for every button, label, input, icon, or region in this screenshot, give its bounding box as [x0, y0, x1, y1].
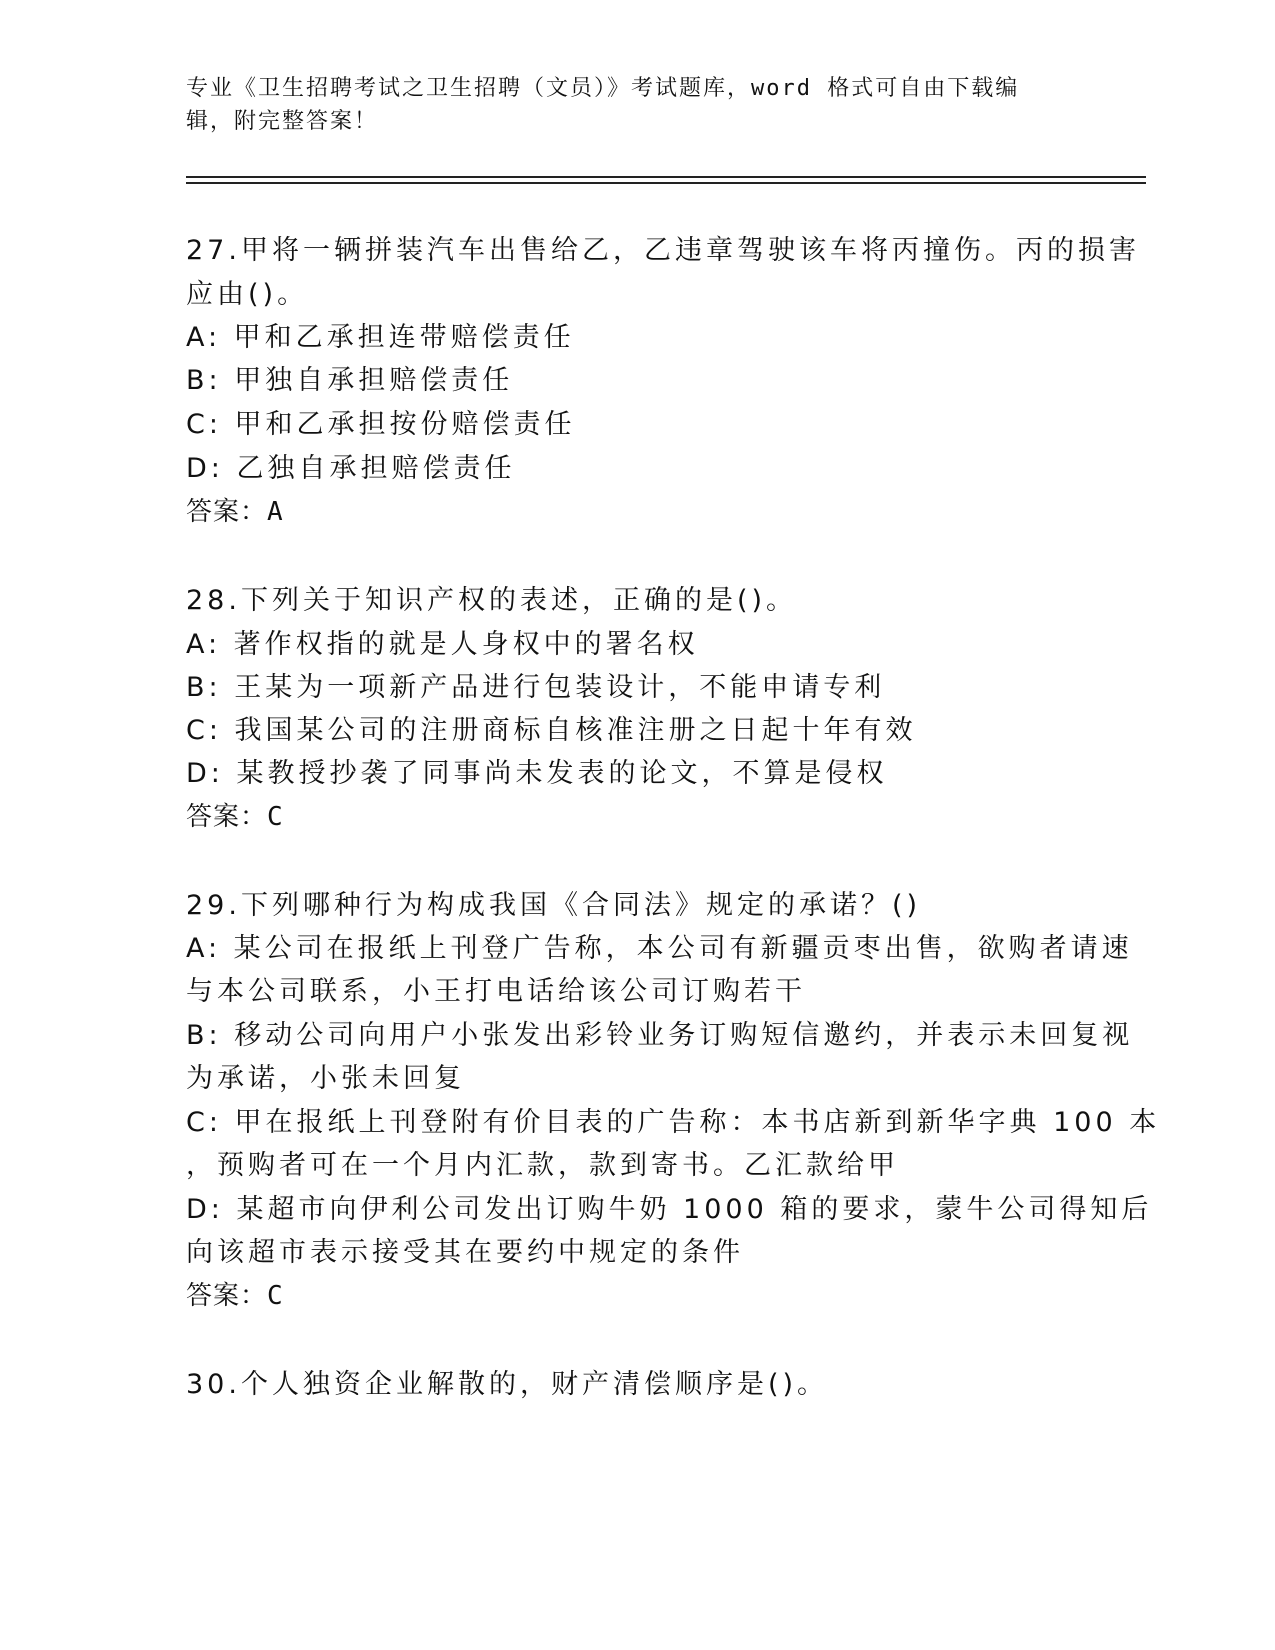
header-divider-bottom	[186, 182, 1146, 184]
question-29-option-c-line-1: C: 甲在报纸上刊登附有价目表的广告称：本书店新到新华字典 100 本	[186, 1107, 1161, 1138]
question-29-option-a-line-1: A: 某公司在报纸上刊登广告称，本公司有新疆贡枣出售，欲购者请速	[186, 933, 1133, 964]
question-27-stem-line-2: 应由()。	[186, 279, 309, 310]
question-29-option-d-line-2: 向该超市表示接受其在要约中规定的条件	[186, 1237, 744, 1268]
question-28-option-a: A: 著作权指的就是人身权中的署名权	[186, 629, 699, 660]
question-27-option-a: A: 甲和乙承担连带赔偿责任	[186, 322, 575, 353]
question-29-option-d-line-1: D: 某超市向伊利公司发出订购牛奶 1000 箱的要求，蒙牛公司得知后	[186, 1194, 1153, 1225]
question-29-option-b-line-2: 为承诺，小张未回复	[186, 1063, 465, 1094]
header-divider-top	[186, 176, 1146, 178]
question-28-option-d: D: 某教授抄袭了同事尚未发表的论文，不算是侵权	[186, 758, 888, 789]
question-29-option-b-line-1: B: 移动公司向用户小张发出彩铃业务订购短信邀约，并表示未回复视	[186, 1020, 1134, 1051]
question-27-stem-line-1: 27.甲将一辆拼装汽车出售给乙，乙违章驾驶该车将丙撞伤。丙的损害	[186, 235, 1140, 266]
question-27-option-c: C: 甲和乙承担按份赔偿责任	[186, 409, 576, 440]
question-27-answer: 答案：A	[186, 497, 284, 527]
question-28-stem: 28.下列关于知识产权的表述，正确的是()。	[186, 585, 798, 616]
question-29-option-c-line-2: ，预购者可在一个月内汇款，款到寄书。乙汇款给甲	[186, 1150, 899, 1181]
question-27-option-b: B: 甲独自承担赔偿责任	[186, 365, 514, 396]
question-27-option-d: D: 乙独自承担赔偿责任	[186, 453, 516, 484]
question-28-option-c: C: 我国某公司的注册商标自核准注册之日起十年有效	[186, 715, 917, 746]
question-30-stem: 30.个人独资企业解散的，财产清偿顺序是()。	[186, 1369, 829, 1400]
document-header: 专业《卫生招聘考试之卫生招聘（文员）》考试题库，word 格式可自由下载编辑，附完整答案！	[186, 76, 1020, 134]
question-29-option-a-line-2: 与本公司联系，小王打电话给该公司订购若干	[186, 976, 806, 1007]
question-29-answer: 答案：C	[186, 1281, 284, 1311]
question-29-stem: 29.下列哪种行为构成我国《合同法》规定的承诺？()	[186, 890, 922, 921]
question-28-option-b: B: 王某为一项新产品进行包装设计，不能申请专利	[186, 672, 886, 703]
question-28-answer: 答案：C	[186, 802, 284, 832]
